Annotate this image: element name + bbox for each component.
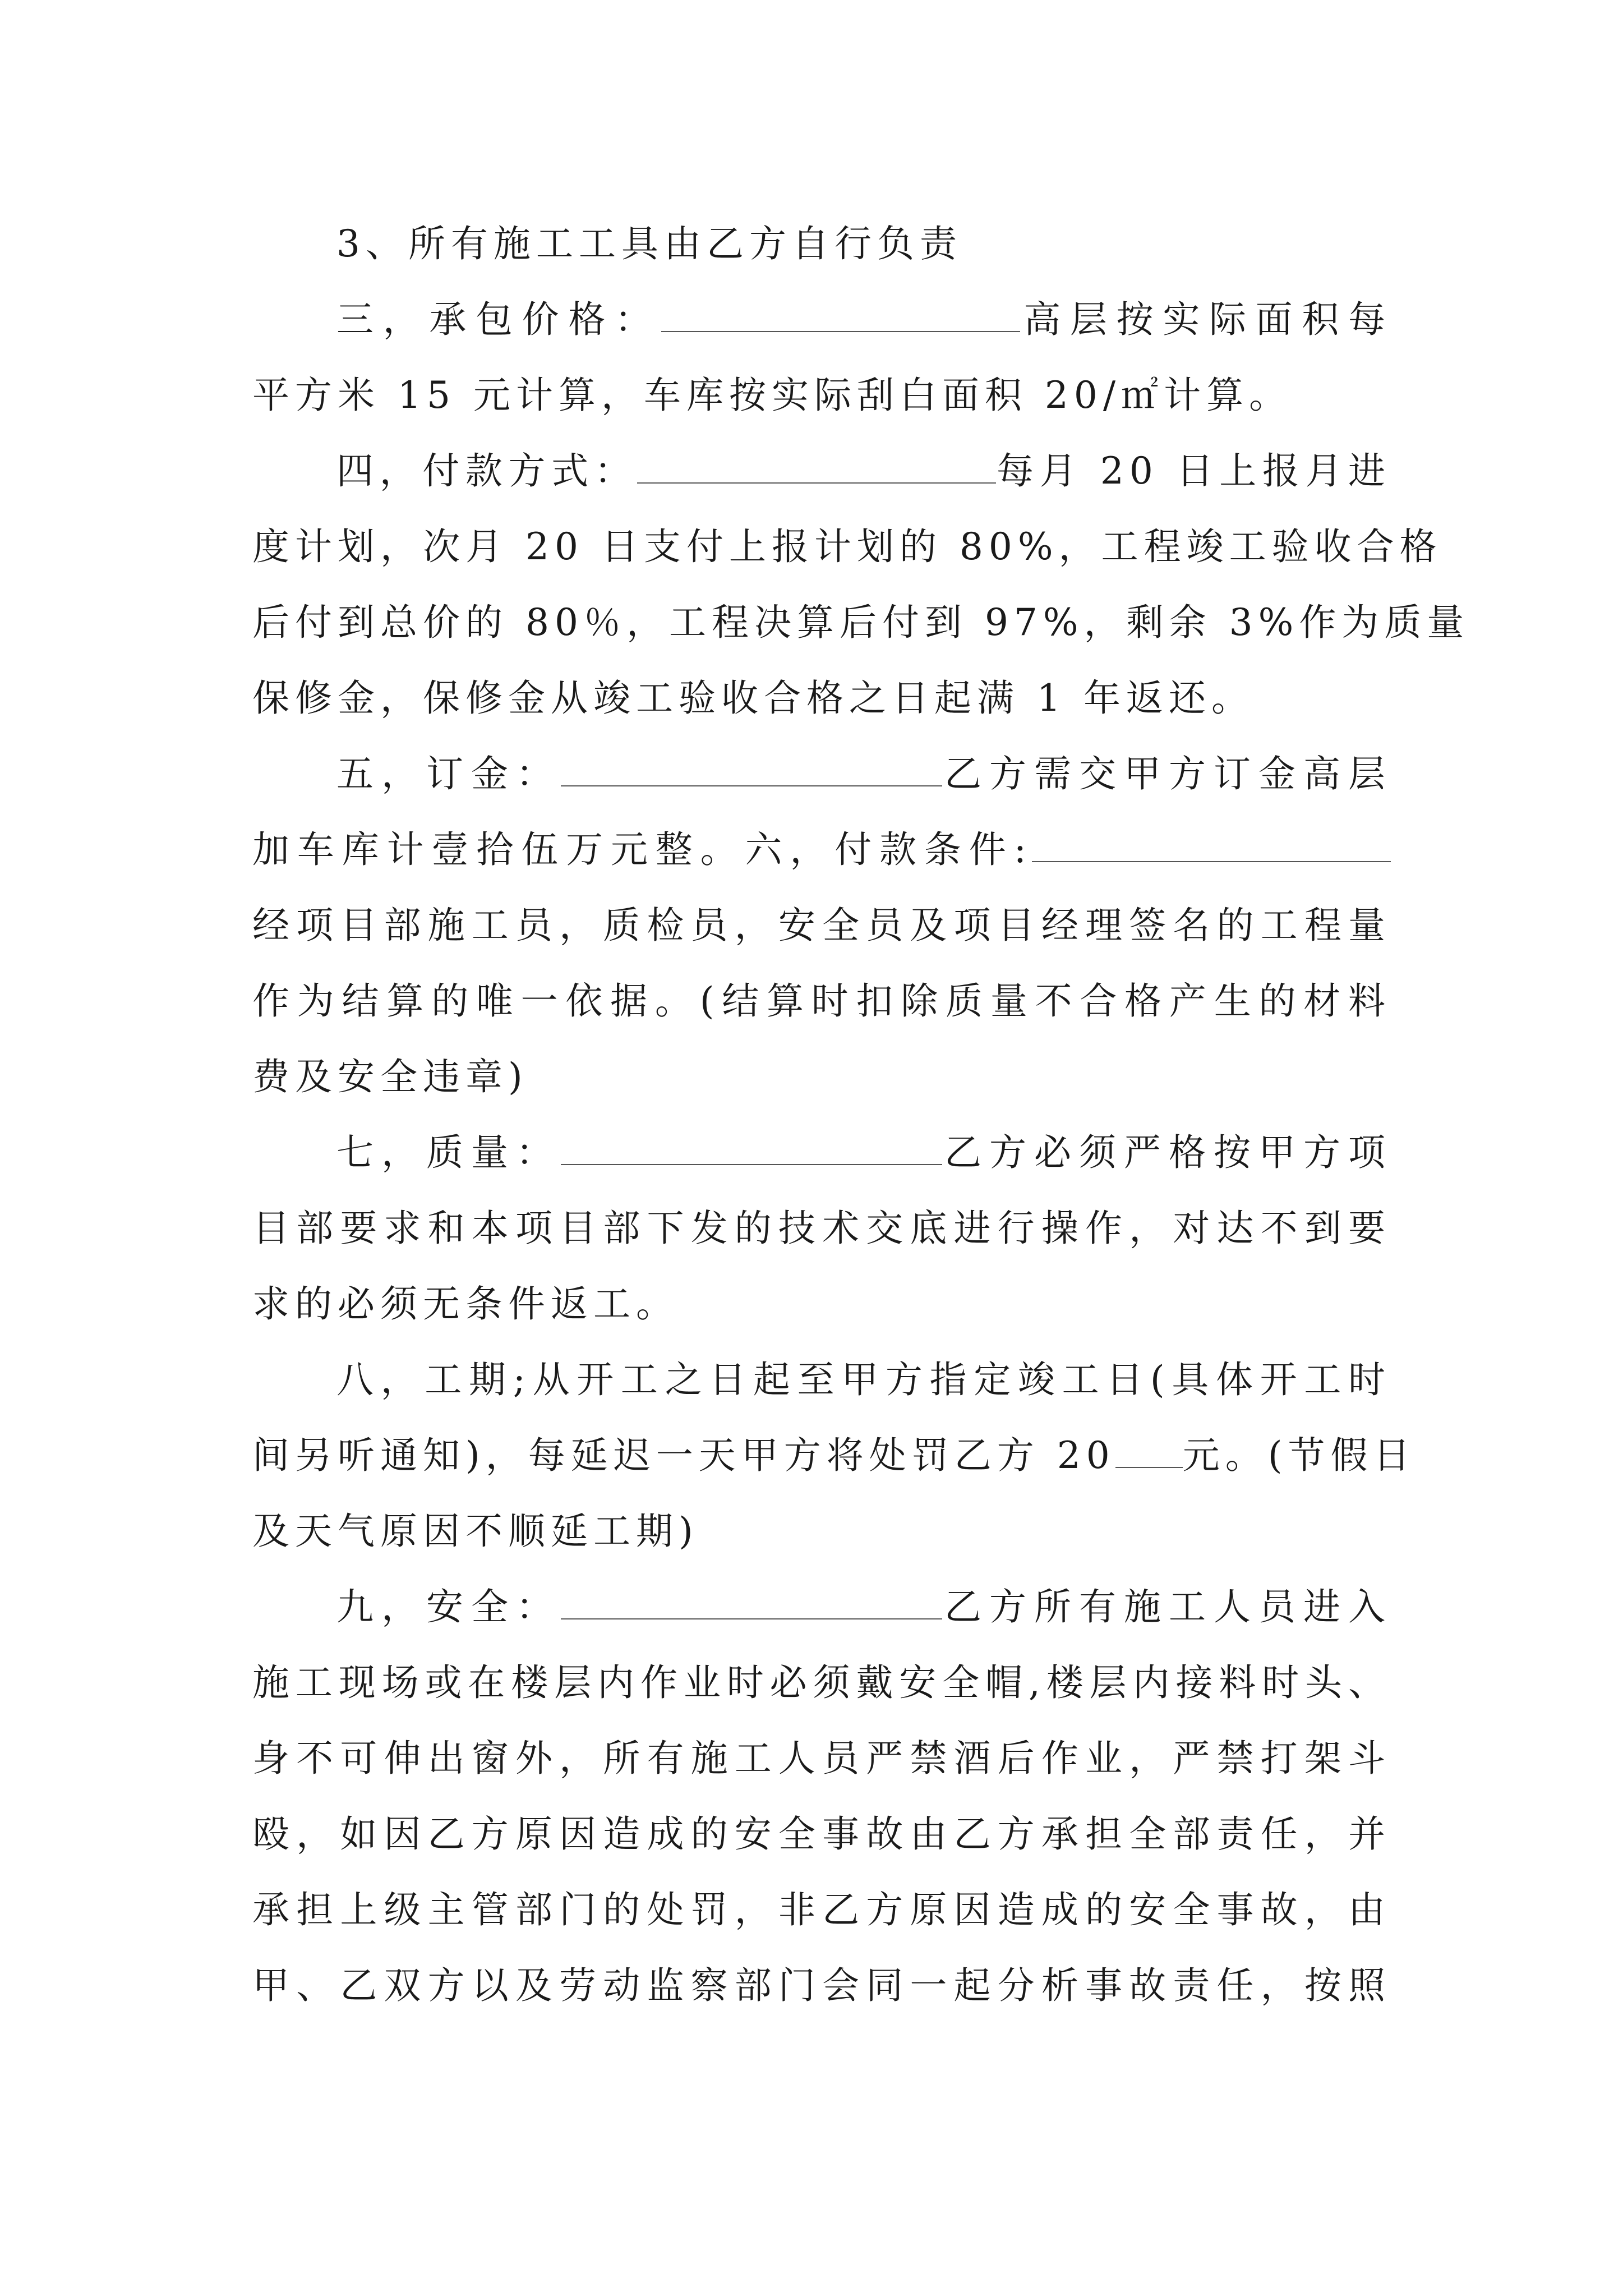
text-l24: 甲、乙双方以及劳动监察部门会同一起分析事故责任，按照: [252, 1964, 1391, 2007]
clause-safety-line-5: [252, 1952, 1391, 2019]
clause-conditions-line-3: [252, 1043, 1391, 1111]
text-l08b: 乙方需交甲方订金高层: [942, 752, 1391, 795]
clause-payment-line-1: [252, 513, 1442, 581]
text-l10: 经项目部施工员，质检员，安全员及项目经理签名的工程量: [252, 904, 1391, 947]
text-l04b: 每月 20 日上报月进: [996, 449, 1391, 493]
text-l19b: 乙方所有施工人员进入: [942, 1585, 1391, 1628]
clause-price-heading: [336, 286, 1391, 353]
clause-payment-line-2: [252, 589, 1470, 656]
clause-quality-line-2: [252, 1271, 1391, 1338]
clause-conditions-line-2: [252, 968, 1391, 1035]
clause-schedule-heading: [336, 1346, 1391, 1414]
text-l11: 作为结算的唯一依据。(结算时扣除质量不合格产生的材料: [252, 979, 1391, 1023]
fill-blank: [637, 449, 996, 484]
text-l04a: 四，付款方式：: [336, 449, 638, 493]
text-l13a: 七，质量：: [336, 1131, 561, 1174]
clause-safety-line-2: [252, 1725, 1391, 1792]
text-l07: 保修金，保修金从竣工验收合格之日起满 1 年返还。: [252, 677, 1254, 720]
text-l06: 后付到总价的 80％，工程决算后付到 97%，剩余 3%作为质量: [252, 601, 1470, 644]
fill-blank: [561, 1585, 942, 1619]
text-l05: 度计划，次月 20 日支付上报计划的 80%，工程竣工验收合格: [252, 525, 1442, 568]
text-l09a: 加车库计壹拾伍万元整。六，付款条件:: [252, 828, 1032, 871]
text-l01: 3、所有施工工具由乙方自行负责: [336, 222, 962, 265]
clause-safety-line-4: [252, 1876, 1391, 1944]
clause-price-body: [252, 362, 1391, 429]
clause-schedule-line-2: [252, 1498, 1391, 1565]
clause-deposit-body: [252, 816, 1391, 884]
clause-safety-line-1: [252, 1649, 1391, 1717]
clause-safety-line-3: [252, 1801, 1391, 1868]
text-l22: 殴，如因乙方原因造成的安全事故由乙方承担全部责任，并: [252, 1812, 1391, 1856]
clause-deposit-heading: [336, 740, 1391, 808]
clause-payment-line-3: [252, 665, 1391, 732]
text-l17b: 元。(节假日: [1182, 1434, 1416, 1477]
clause-3-tools: [336, 210, 1391, 278]
fill-blank: [1032, 827, 1391, 862]
text-l02a: 三，承包价格：: [336, 298, 661, 341]
clause-conditions-line-1: [252, 892, 1391, 959]
clause-payment-heading: [336, 438, 1391, 505]
fill-blank: [661, 297, 1020, 332]
text-l02b: 高层按实际面积每: [1020, 298, 1391, 341]
text-l23: 承担上级主管部门的处罚，非乙方原因造成的安全事故，由: [252, 1888, 1391, 1931]
fill-blank: [1115, 1433, 1183, 1468]
text-l19a: 九，安全：: [336, 1585, 561, 1628]
fill-blank: [561, 1130, 942, 1165]
clause-quality-line-1: [252, 1195, 1391, 1262]
text-l12: 费及安全违章): [252, 1055, 528, 1098]
text-l17a: 间另听通知)，每延迟一天甲方将处罚乙方 20: [252, 1434, 1115, 1477]
text-l15: 求的必须无条件返工。: [252, 1282, 679, 1326]
fill-blank: [561, 752, 942, 786]
text-l14: 目部要求和本项目部下发的技术交底进行操作，对达不到要: [252, 1207, 1391, 1250]
text-l13b: 乙方必须严格按甲方项: [942, 1131, 1391, 1174]
text-l21: 身不可伸出窗外，所有施工人员严禁酒后作业，严禁打架斗: [252, 1737, 1391, 1780]
text-l16: 八，工期;从开工之日起至甲方指定竣工日(具体开工时: [336, 1358, 1391, 1401]
text-l18: 及天气原因不顺延工期): [252, 1510, 699, 1553]
text-l03: 平方米 15 元计算，车库按实际刮白面积 20/㎡计算。: [252, 374, 1292, 417]
text-l08a: 五，订金：: [336, 752, 561, 795]
clause-schedule-line-1: [252, 1422, 1416, 1489]
text-l20: 施工现场或在楼层内作业时必须戴安全帽,楼层内接料时头、: [252, 1661, 1391, 1704]
clause-quality-heading: [336, 1119, 1391, 1186]
clause-safety-heading: [336, 1573, 1391, 1641]
